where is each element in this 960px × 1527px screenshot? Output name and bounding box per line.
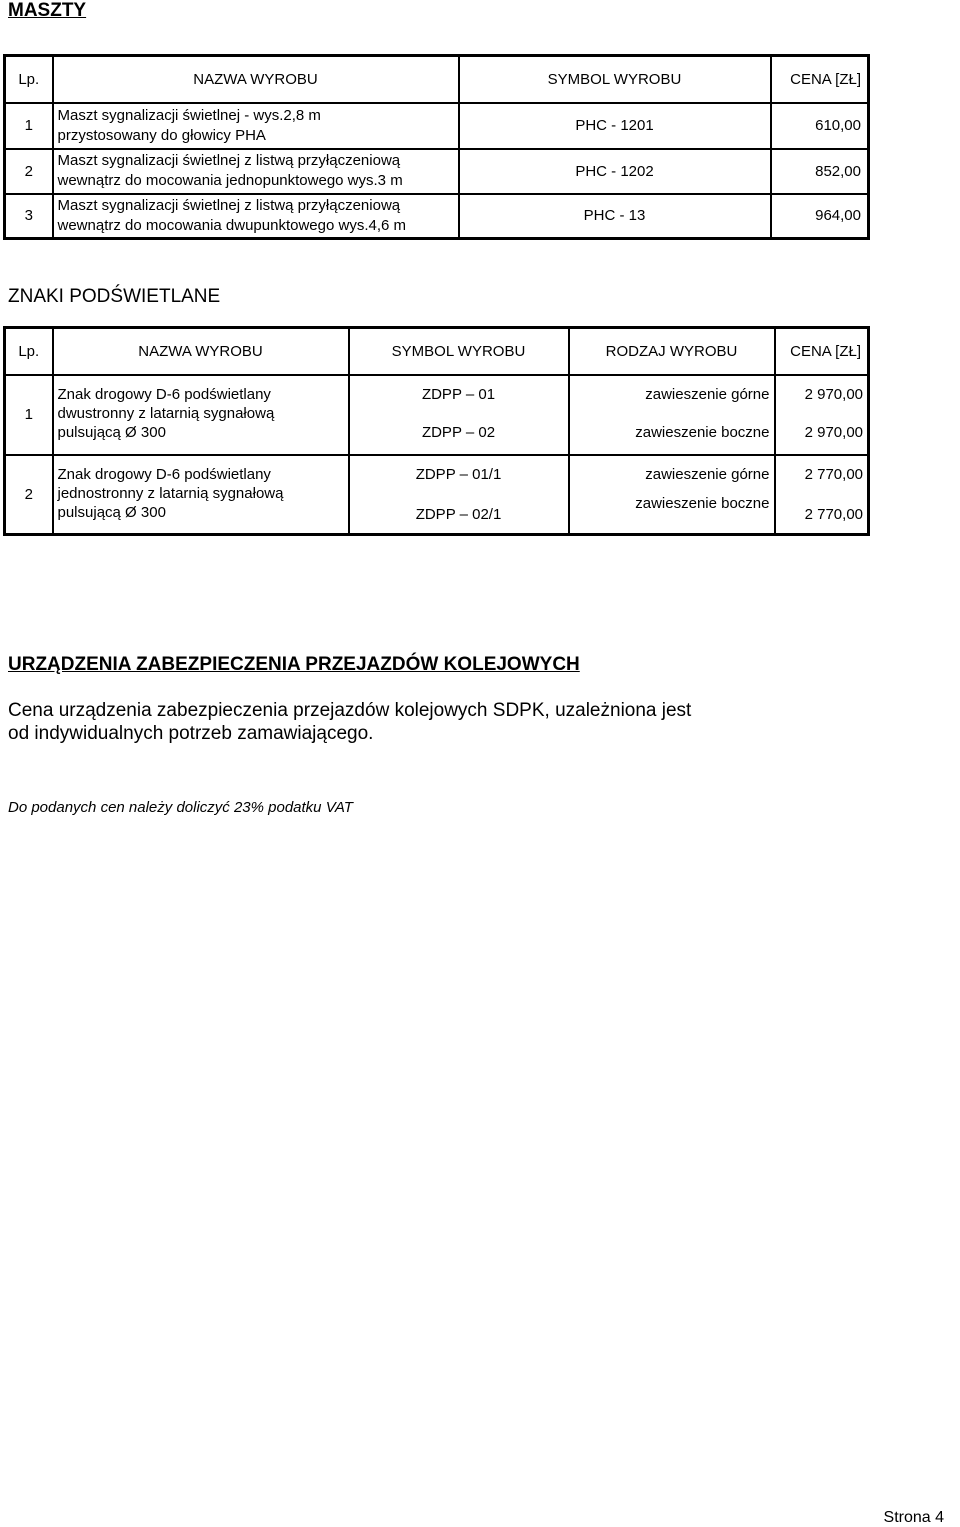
row-lp: 1 bbox=[5, 103, 53, 149]
row-name bbox=[53, 103, 459, 149]
section-title-maszty: MASZTY bbox=[8, 0, 87, 21]
row-name-line2: przystosowany do głowicy PHA bbox=[57, 126, 266, 144]
row-symbol-1: ZDPP – 01 bbox=[421, 385, 496, 403]
row-symbol: PHC - 1202 bbox=[459, 149, 771, 194]
row-lp: 3 bbox=[5, 194, 53, 239]
row-price: 964,00 bbox=[771, 194, 869, 239]
row-type-1: zawieszenie górne bbox=[645, 385, 770, 403]
header-lp: Lp. bbox=[5, 328, 53, 375]
row-name-line1: Maszt sygnalizacji świetlnej z listwą przyłączeniową bbox=[57, 152, 401, 169]
row-symbols bbox=[349, 455, 569, 535]
price-info-paragraph bbox=[8, 699, 691, 745]
row-lp: 2 bbox=[5, 455, 53, 535]
znaki-table bbox=[3, 326, 870, 536]
row-types bbox=[569, 375, 775, 455]
header-type: RODZAJ WYROBU bbox=[569, 328, 775, 375]
paragraph-line1: Cena urządzenia zabezpieczenia przejazdów kolejowych SDPK, uzależniona jest bbox=[8, 700, 692, 721]
table-row bbox=[5, 455, 869, 535]
row-symbol-2: ZDPP – 02/1 bbox=[415, 505, 502, 523]
row-type-2: zawieszenie boczne bbox=[635, 494, 770, 512]
header-symbol: SYMBOL WYROBU bbox=[459, 56, 771, 103]
row-name-line2: wewnątrz do mocowania jednopunktowego wys.3 m bbox=[57, 172, 403, 189]
row-name bbox=[53, 194, 459, 239]
maszty-table bbox=[3, 54, 870, 240]
row-type-2: zawieszenie boczne bbox=[635, 423, 770, 441]
row-name-line1: Znak drogowy D-6 podświetlany bbox=[57, 465, 271, 483]
row-symbols bbox=[349, 375, 569, 455]
row-symbol-1: ZDPP – 01/1 bbox=[415, 465, 502, 483]
row-price: 610,00 bbox=[771, 103, 869, 149]
row-name-line2: dwustronny z latarnią sygnałową bbox=[57, 404, 275, 422]
row-price-2: 2 970,00 bbox=[804, 423, 863, 441]
row-name-line2: jednostronny z latarnią sygnałową bbox=[57, 484, 284, 502]
row-symbol-2: ZDPP – 02 bbox=[421, 423, 496, 441]
row-name bbox=[53, 375, 349, 455]
row-name-line2: wewnątrz do mocowania dwupunktowego wys.4,6 m bbox=[57, 216, 407, 234]
row-name-line1: Maszt sygnalizacji świetlnej z listwą przyłączeniową bbox=[57, 196, 401, 214]
header-price: CENA [ZŁ] bbox=[775, 328, 869, 375]
row-name-line3: pulsującą Ø 300 bbox=[57, 503, 166, 521]
table-header-row bbox=[5, 328, 869, 375]
row-name-line3: pulsującą Ø 300 bbox=[57, 423, 166, 441]
row-symbol: PHC - 13 bbox=[459, 194, 771, 239]
row-type-1: zawieszenie górne bbox=[645, 465, 770, 483]
page-number: Strona 4 bbox=[883, 1509, 944, 1526]
row-price: 852,00 bbox=[771, 149, 869, 194]
section-title-urzadzenia: URZĄDZENIA ZABEZPIECZENIA PRZEJAZDÓW KOLEJOWYCH bbox=[8, 654, 580, 675]
table-row bbox=[5, 375, 869, 455]
vat-note: Do podanych cen należy doliczyć 23% podatku VAT bbox=[8, 799, 353, 816]
table-row bbox=[5, 194, 869, 239]
table-row bbox=[5, 149, 869, 194]
paragraph-line2: od indywidualnych potrzeb zamawiającego. bbox=[8, 723, 374, 744]
row-name bbox=[53, 149, 459, 194]
row-price-2: 2 770,00 bbox=[804, 505, 863, 523]
header-name: NAZWA WYROBU bbox=[53, 56, 459, 103]
row-prices bbox=[775, 455, 869, 535]
table-row bbox=[5, 103, 869, 149]
header-name: NAZWA WYROBU bbox=[53, 328, 349, 375]
row-lp: 2 bbox=[5, 149, 53, 194]
row-types bbox=[569, 455, 775, 535]
row-price-1: 2 770,00 bbox=[804, 465, 863, 483]
row-name bbox=[53, 455, 349, 535]
header-symbol: SYMBOL WYROBU bbox=[349, 328, 569, 375]
section-title-znaki: ZNAKI PODŚWIETLANE bbox=[8, 286, 221, 307]
table-header-row bbox=[5, 56, 869, 103]
row-prices bbox=[775, 375, 869, 455]
row-lp: 1 bbox=[5, 375, 53, 455]
row-price-1: 2 970,00 bbox=[804, 385, 863, 403]
row-name-line1: Maszt sygnalizacji świetlnej - wys.2,8 m bbox=[57, 106, 321, 124]
header-lp: Lp. bbox=[5, 56, 53, 103]
header-price: CENA [ZŁ] bbox=[771, 56, 869, 103]
row-name-line1: Znak drogowy D-6 podświetlany bbox=[57, 385, 271, 403]
row-symbol: PHC - 1201 bbox=[459, 103, 771, 149]
